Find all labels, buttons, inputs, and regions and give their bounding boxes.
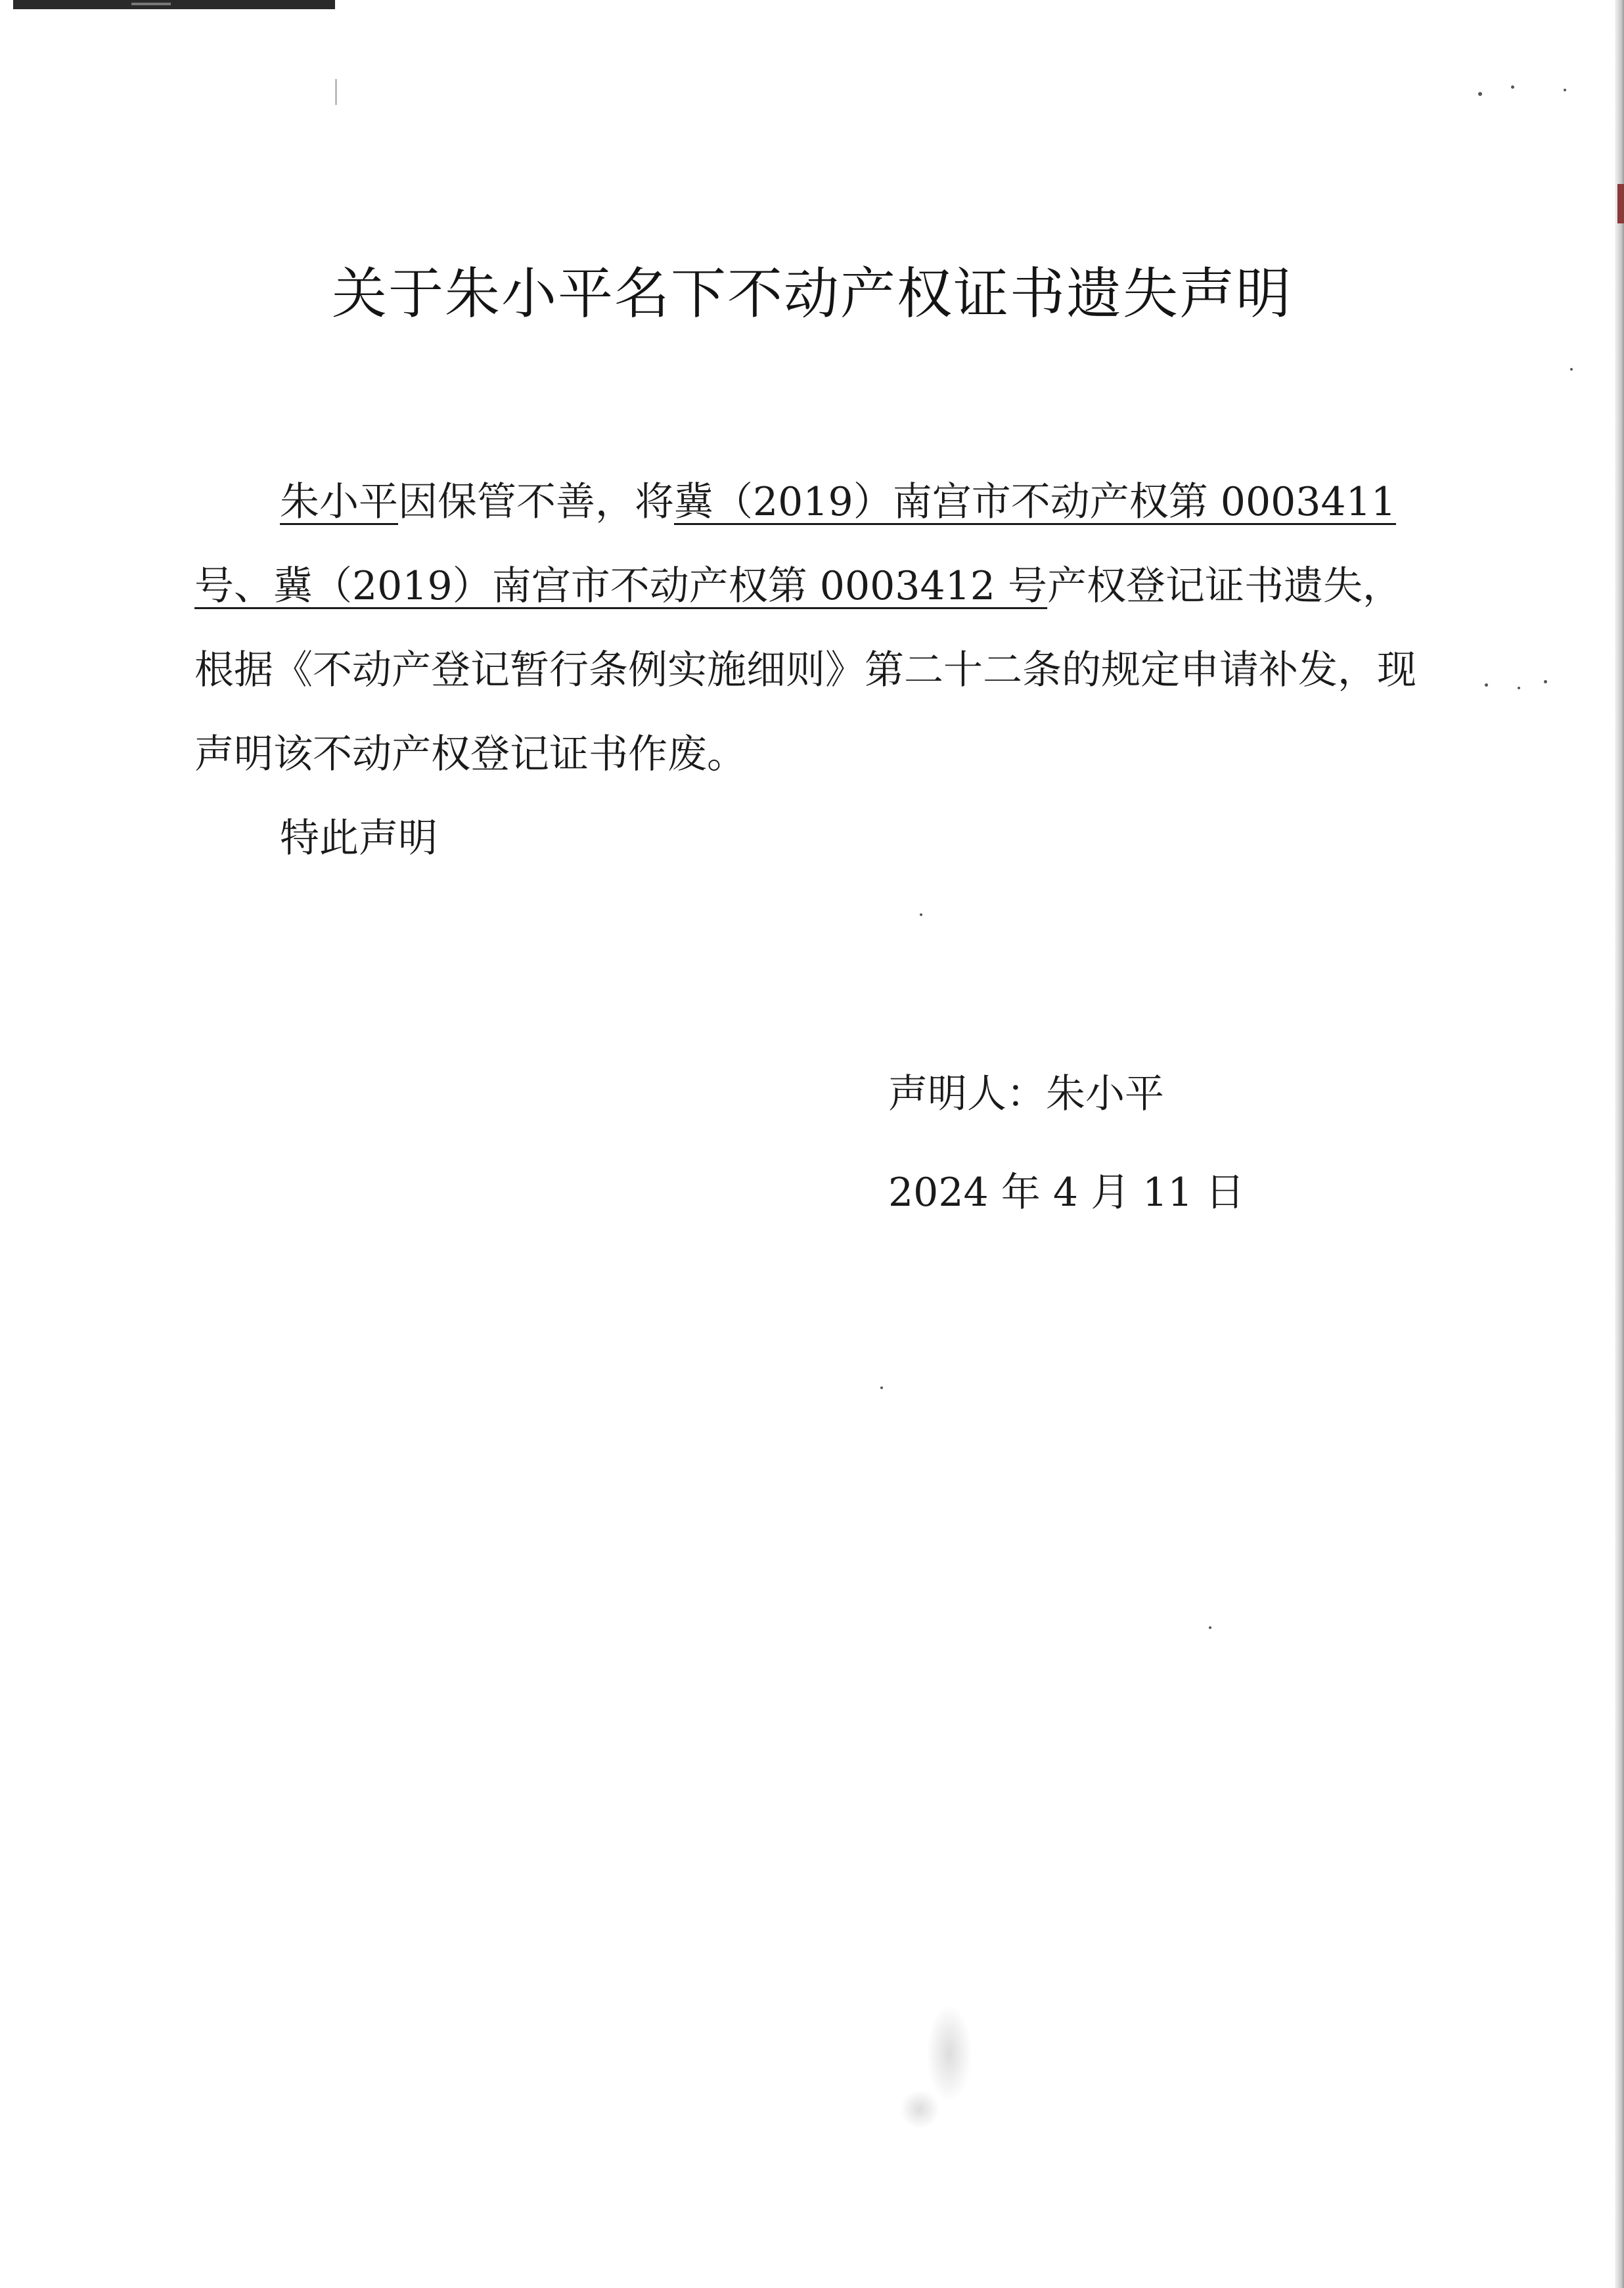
scan-smudge xyxy=(900,2090,939,2129)
document-title: 关于朱小平名下不动产权证书遗失声明 xyxy=(331,262,1292,326)
scan-speck xyxy=(1209,1626,1211,1629)
owner-name: 朱小平 xyxy=(280,479,398,525)
date-line: 2024 年 4 月 11 日 xyxy=(888,1170,1245,1216)
scan-artifact-top-small xyxy=(131,3,171,5)
scan-speck xyxy=(1511,85,1514,89)
scan-artifact-top xyxy=(13,0,335,9)
scan-speck xyxy=(1518,687,1520,689)
scan-speck xyxy=(1544,680,1547,683)
scan-speck xyxy=(880,1386,883,1389)
closing-statement: 特此声明 xyxy=(280,815,438,861)
scan-speck xyxy=(1570,368,1573,371)
scan-smudge xyxy=(926,2004,972,2103)
scan-artifact-right-mark xyxy=(1617,184,1624,223)
statement-body xyxy=(194,460,1430,881)
declarant-line: 声明人：朱小平 xyxy=(888,1071,1164,1117)
scan-speck xyxy=(1485,683,1488,687)
certificate-numbers: 冀（2019）南宫市不动产权第 0003411 号、冀（2019）南宫市不动产权第 0003412 号 xyxy=(194,479,1396,609)
scan-artifact-right-edge xyxy=(1615,0,1624,2288)
signature-block xyxy=(888,1045,1245,1242)
statement-paragraph xyxy=(194,460,1430,796)
paragraph-text-b: 产权登记证书遗失，根据《不动产登记暂行条例实施细则》第二十二条的规定申请补发，现声明该不动产权登记证书作废。 xyxy=(194,563,1416,777)
scan-speck xyxy=(1564,89,1566,91)
scan-speck xyxy=(335,79,337,105)
paragraph-text-a: 因保管不善，将 xyxy=(398,479,674,525)
scan-speck xyxy=(920,913,922,916)
scan-speck xyxy=(1478,92,1482,96)
